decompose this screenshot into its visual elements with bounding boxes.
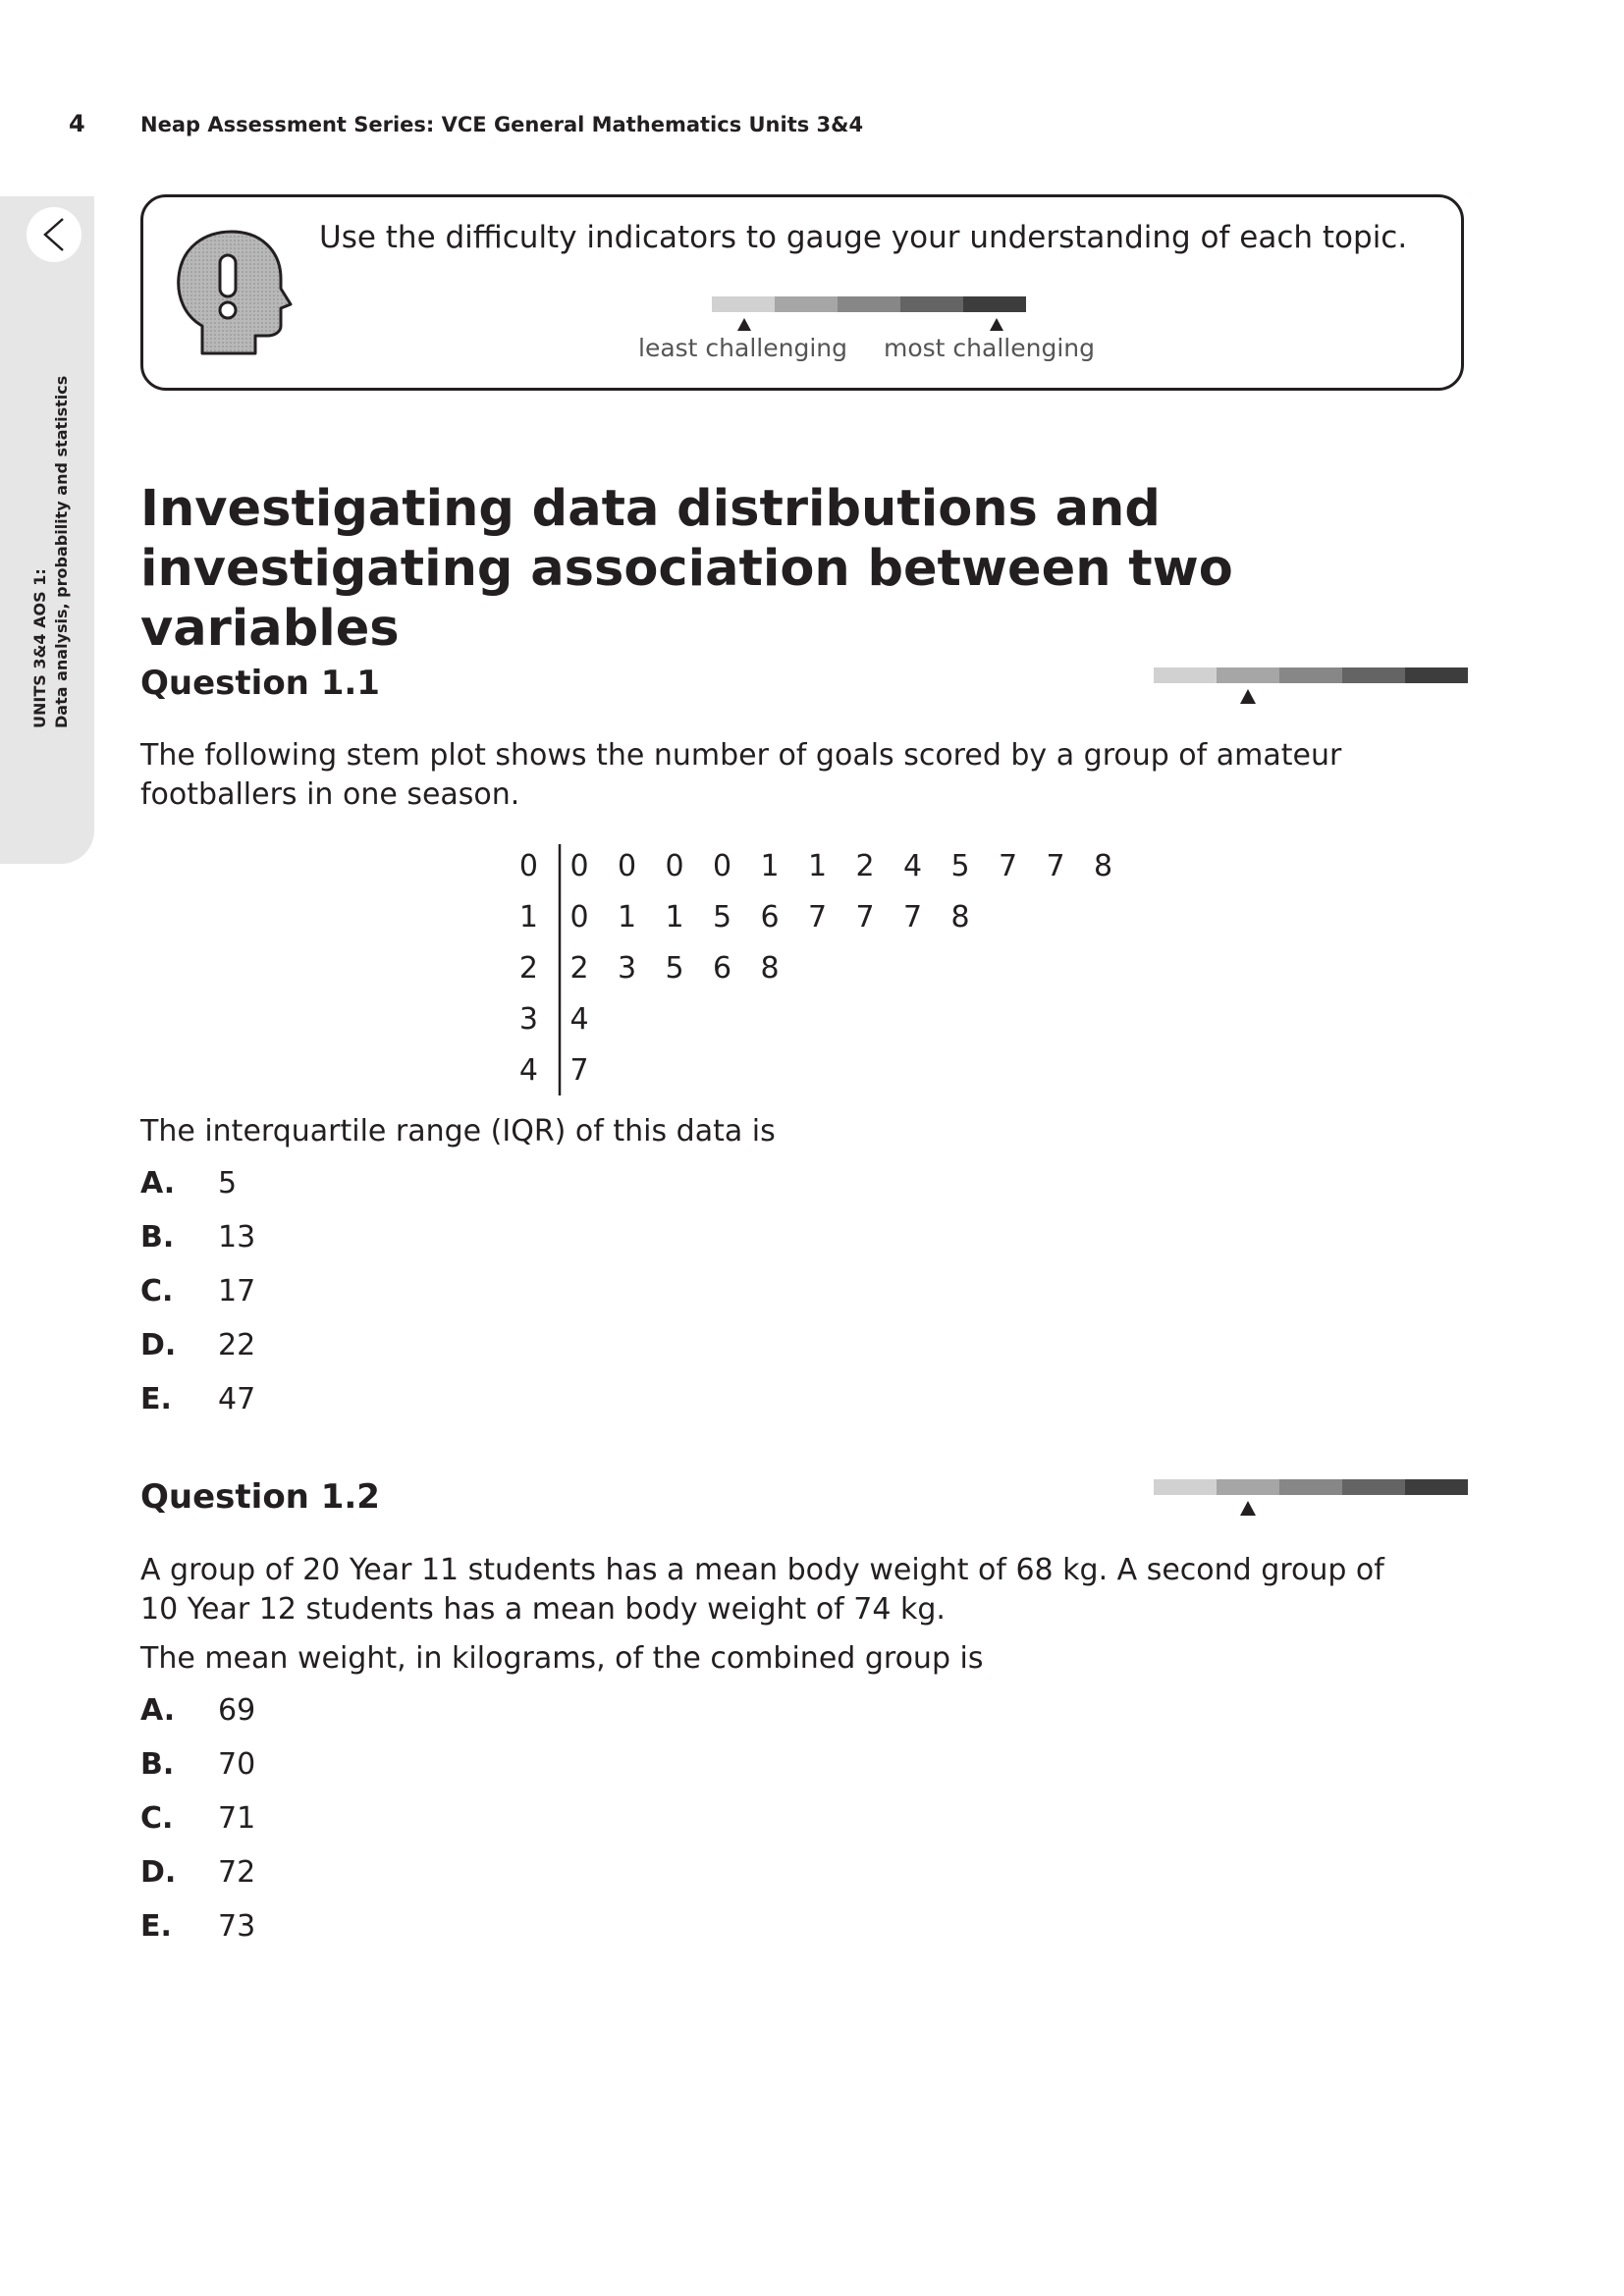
leaf-value: 0 xyxy=(617,849,637,883)
leaf-value: 8 xyxy=(1093,849,1113,883)
answer-option-letter: C. xyxy=(140,1274,174,1308)
leaf-value: 5 xyxy=(712,900,732,934)
leaf-value: 8 xyxy=(760,951,780,986)
question-1-2-text-line1: A group of 20 Year 11 students has a mean body weight of 68 kg. A second group of xyxy=(140,1553,1384,1587)
difficulty-segment xyxy=(1342,1479,1406,1495)
answer-option-letter: B. xyxy=(140,1747,175,1782)
legend-least-label: least challenging xyxy=(638,334,847,362)
difficulty-segment xyxy=(1154,1479,1218,1495)
question-1-2-text-line2: 10 Year 12 students has a mean body weight of 74 kg. xyxy=(140,1592,946,1627)
difficulty-segment xyxy=(1279,667,1343,683)
answer-option-letter: D. xyxy=(140,1328,177,1362)
leaf-value: 6 xyxy=(760,900,780,934)
least-marker-icon xyxy=(737,318,751,331)
page-number: 4 xyxy=(69,110,85,137)
side-tab-line1: UNITS 3&4 AOS 1: xyxy=(30,568,49,728)
question-1-2-difficulty-indicator xyxy=(1154,1479,1468,1519)
leaf-value: 1 xyxy=(807,849,828,883)
leaf-value: 3 xyxy=(617,951,637,986)
answer-option-value: 47 xyxy=(218,1382,256,1416)
stem-value: 1 xyxy=(518,900,538,934)
answer-option-letter: C. xyxy=(140,1801,174,1836)
difficulty-segment xyxy=(712,296,776,312)
answer-option-letter: E. xyxy=(140,1382,172,1416)
difficulty-segment xyxy=(838,296,901,312)
leaf-value: 1 xyxy=(665,900,684,934)
leaf-value: 4 xyxy=(902,849,923,883)
side-tab-line2: Data analysis, probability and statistics xyxy=(52,375,71,728)
difficulty-segment xyxy=(1217,1479,1280,1495)
difficulty-segment xyxy=(1217,667,1280,683)
stem-value: 3 xyxy=(518,1002,538,1037)
leaf-value: 0 xyxy=(569,900,589,934)
answer-option-letter: D. xyxy=(140,1855,177,1890)
leaf-value: 2 xyxy=(855,849,875,883)
difficulty-segment xyxy=(963,296,1026,312)
stem-plot xyxy=(491,844,1139,1099)
question-1-1-prompt: The interquartile range (IQR) of this data is xyxy=(140,1114,776,1148)
side-tab-label xyxy=(29,316,73,728)
answer-option-letter: A. xyxy=(140,1166,176,1201)
stem-value: 2 xyxy=(518,951,538,986)
answer-option-value: 5 xyxy=(218,1166,238,1201)
difficulty-scale-legend xyxy=(712,296,1026,332)
back-button[interactable] xyxy=(27,207,81,262)
difficulty-segment xyxy=(1342,667,1406,683)
leaf-value: 6 xyxy=(712,951,732,986)
stem-value: 0 xyxy=(518,849,538,883)
leaf-value: 7 xyxy=(807,900,828,934)
question-1-1-text-line2: footballers in one season. xyxy=(140,777,520,812)
leaf-value: 8 xyxy=(950,900,970,934)
leaf-value: 7 xyxy=(998,849,1018,883)
answer-option-value: 13 xyxy=(218,1220,256,1255)
section-title: Investigating data distributions and investigating association between two variables xyxy=(140,480,1233,658)
leaf-value: 2 xyxy=(569,951,589,986)
leaf-value: 7 xyxy=(855,900,875,934)
answer-option-letter: A. xyxy=(140,1693,176,1728)
leaf-value: 5 xyxy=(950,849,970,883)
leaf-value: 0 xyxy=(712,849,732,883)
chevron-left-icon xyxy=(39,215,69,254)
legend-most-label: most challenging xyxy=(884,334,1095,362)
answer-option-letter: E. xyxy=(140,1909,172,1944)
answer-option-value: 17 xyxy=(218,1274,256,1308)
question-1-1-text-line1: The following stem plot shows the number of goals scored by a group of amateur xyxy=(140,738,1342,773)
difficulty-marker-icon xyxy=(1240,1501,1256,1516)
info-box-text: Use the difficulty indicators to gauge your understanding of each topic. xyxy=(319,220,1408,255)
difficulty-marker-icon xyxy=(1240,689,1256,704)
answer-option-value: 71 xyxy=(218,1801,256,1836)
stem-value: 4 xyxy=(518,1053,538,1088)
answer-option-value: 73 xyxy=(218,1909,256,1944)
leaf-value: 1 xyxy=(617,900,637,934)
leaf-value: 0 xyxy=(665,849,684,883)
leaf-value: 7 xyxy=(1046,849,1065,883)
leaf-value: 0 xyxy=(569,849,589,883)
question-1-2-title: Question 1.2 xyxy=(140,1477,380,1517)
question-1-1-title: Question 1.1 xyxy=(140,664,380,703)
leaf-value: 7 xyxy=(569,1053,589,1088)
answer-option-value: 70 xyxy=(218,1747,256,1782)
difficulty-segment xyxy=(1405,667,1468,683)
leaf-value: 7 xyxy=(902,900,923,934)
answer-option-letter: B. xyxy=(140,1220,175,1255)
question-1-2-prompt: The mean weight, in kilograms, of the combined group is xyxy=(140,1641,984,1676)
answer-option-value: 72 xyxy=(218,1855,256,1890)
answer-option-value: 69 xyxy=(218,1693,256,1728)
difficulty-segment xyxy=(1279,1479,1343,1495)
difficulty-segment xyxy=(1154,667,1218,683)
leaf-value: 1 xyxy=(760,849,780,883)
leaf-value: 5 xyxy=(665,951,684,986)
difficulty-segment xyxy=(900,296,964,312)
most-marker-icon xyxy=(990,318,1003,331)
difficulty-segment xyxy=(775,296,839,312)
leaf-value: 4 xyxy=(569,1002,589,1037)
head-exclamation-icon xyxy=(175,228,293,357)
running-title: Neap Assessment Series: VCE General Mathematics Units 3&4 xyxy=(140,113,864,136)
question-1-1-difficulty-indicator xyxy=(1154,667,1468,707)
difficulty-segment xyxy=(1405,1479,1468,1495)
answer-option-value: 22 xyxy=(218,1328,256,1362)
